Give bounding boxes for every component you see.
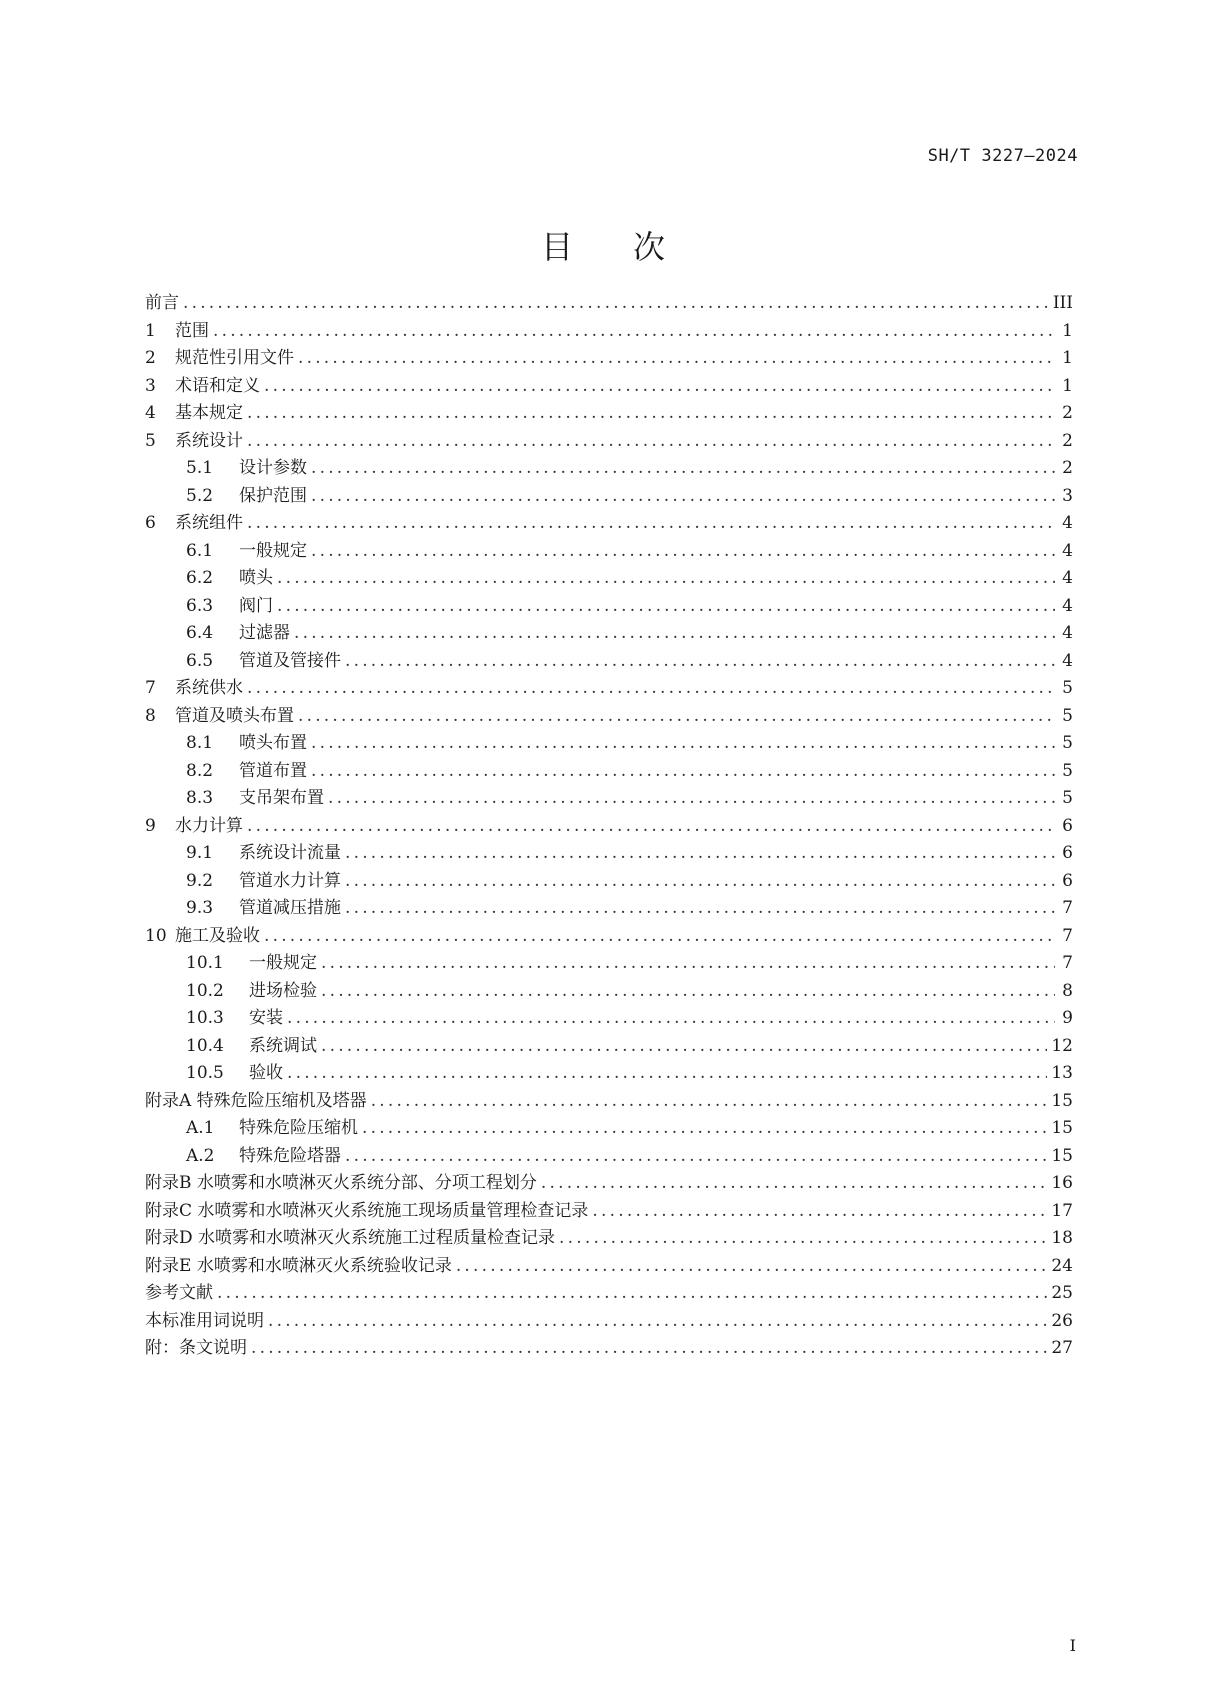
toc-entry-number: 5.1 [186, 458, 214, 478]
toc-entry-number: A.1 [186, 1118, 215, 1138]
toc-entry-number: 10.3 [186, 1008, 224, 1028]
toc-entry-label: 管道及管接件 [239, 650, 341, 671]
toc-leader-dots [268, 1308, 1047, 1336]
toc-entry-number: 6 [145, 513, 156, 533]
toc-entry-number: 10.5 [186, 1063, 224, 1083]
toc-entry-label: 前言 [145, 293, 179, 313]
toc-entry-page: 5 [1062, 705, 1073, 726]
toc-entry-label: 一般规定 [239, 540, 307, 561]
toc-entry-number: 8.3 [186, 788, 214, 808]
toc-leader-dots [213, 318, 1055, 346]
toc-entry-number: 8.2 [186, 760, 214, 781]
toc-entry-page: 7 [1062, 898, 1073, 918]
toc-leader-dots [217, 1280, 1047, 1308]
toc-leader-dots [247, 428, 1055, 456]
toc-entry[interactable] [145, 620, 1073, 648]
toc-entry-page: 7 [1062, 953, 1073, 973]
toc-entry-page: III [1052, 293, 1073, 313]
toc-entry-page: 5 [1062, 678, 1073, 698]
toc-entry-number: 5.2 [186, 485, 214, 506]
toc-entry[interactable] [145, 978, 1073, 1006]
toc-entry[interactable] [145, 1198, 1073, 1226]
toc-entry-label: 一般规定 [249, 953, 317, 973]
toc-leader-dots [321, 1033, 1047, 1061]
toc-entry[interactable] [145, 730, 1073, 758]
toc-leader-dots [277, 593, 1055, 621]
toc-entry[interactable] [145, 785, 1073, 813]
toc-entry-number: 6.1 [186, 540, 214, 561]
toc-leader-dots [456, 1253, 1048, 1281]
toc-entry[interactable] [145, 400, 1073, 428]
toc-entry[interactable] [145, 1253, 1073, 1281]
toc-entry-number: 4 [145, 403, 156, 423]
toc-entry-number: 8.1 [186, 733, 214, 753]
toc-entry-label: 阀门 [239, 595, 273, 616]
toc-entry-page: 26 [1051, 1310, 1073, 1331]
toc-entry[interactable] [145, 1005, 1073, 1033]
toc-entry-number: 2 [145, 348, 156, 368]
toc-entry[interactable] [145, 1088, 1073, 1116]
toc-entry-page: 4 [1062, 595, 1073, 616]
toc-entry-label: 术语和定义 [175, 375, 260, 396]
toc-entry-label: 管道布置 [239, 760, 307, 781]
toc-entry-page: 1 [1062, 320, 1073, 341]
toc-entry[interactable] [145, 1335, 1073, 1363]
toc-entry-page: 5 [1062, 760, 1073, 781]
toc-leader-dots [345, 868, 1055, 896]
toc-leader-dots [264, 373, 1055, 401]
toc-title-char-1: 目 [540, 228, 575, 266]
toc-leader-dots [541, 1170, 1047, 1198]
toc-leader-dots [277, 565, 1055, 593]
toc-entry[interactable] [145, 950, 1073, 978]
toc-entry-page: 2 [1062, 458, 1073, 478]
toc-leader-dots [264, 923, 1055, 951]
toc-entry[interactable] [145, 1170, 1073, 1198]
toc-entry[interactable] [145, 813, 1073, 841]
toc-leader-dots [345, 1143, 1047, 1171]
toc-entry-page: 4 [1062, 623, 1073, 643]
toc-entry-label: 过滤器 [239, 623, 290, 643]
toc-leader-dots [251, 1335, 1047, 1363]
toc-entry-label: 管道及喷头布置 [175, 705, 294, 726]
toc-entry-page: 6 [1062, 815, 1073, 836]
toc-leader-dots [247, 400, 1055, 428]
toc-entry-page: 9 [1062, 1008, 1073, 1028]
toc-entry-label: 保护范围 [239, 485, 307, 506]
toc-leader-dots [321, 978, 1055, 1006]
toc-entry-page: 4 [1062, 540, 1073, 561]
toc-entry-number: A.2 [186, 1145, 215, 1166]
toc-entry-label: 附：条文说明 [145, 1338, 247, 1358]
toc-entry[interactable] [145, 1225, 1073, 1253]
toc-leader-dots [311, 538, 1055, 566]
toc-entry-label: 附录A 特殊危险压缩机及塔器 [145, 1090, 367, 1111]
toc-entry-number: 6.2 [186, 568, 214, 588]
toc-entry-label: 系统组件 [175, 513, 243, 533]
toc-entry[interactable] [145, 1033, 1073, 1061]
toc-entry-label: 附录D 水喷雾和水喷淋灭火系统施工过程质量检查记录 [145, 1228, 556, 1248]
toc-entry-label: 喷头 [239, 568, 273, 588]
toc-leader-dots [247, 675, 1055, 703]
toc-entry-number: 6.5 [186, 650, 214, 671]
toc-entry[interactable] [145, 1115, 1073, 1143]
toc-entry-label: 特殊危险塔器 [239, 1145, 341, 1166]
toc-entry[interactable] [145, 483, 1073, 511]
table-of-contents [145, 290, 1073, 1363]
toc-entry-page: 6 [1062, 843, 1073, 863]
toc-entry[interactable] [145, 923, 1073, 951]
toc-entry-number: 10.4 [186, 1035, 224, 1056]
toc-entry-number: 10 [145, 925, 167, 946]
toc-entry-label: 附录B 水喷雾和水喷淋灭火系统分部、分项工程划分 [145, 1173, 537, 1193]
toc-entry-page: 2 [1062, 403, 1073, 423]
toc-entry-page: 15 [1051, 1118, 1073, 1138]
toc-entry-page: 16 [1051, 1173, 1073, 1193]
toc-leader-dots [345, 840, 1055, 868]
toc-entry-page: 8 [1062, 980, 1073, 1001]
toc-entry-label: 系统设计 [175, 430, 243, 451]
toc-entry-number: 1 [145, 320, 156, 341]
toc-entry-page: 5 [1062, 733, 1073, 753]
toc-entry-label: 系统供水 [175, 678, 243, 698]
toc-leader-dots [559, 1225, 1047, 1253]
toc-leader-dots [311, 455, 1055, 483]
toc-entry-number: 9.2 [186, 870, 214, 891]
toc-entry-label: 特殊危险压缩机 [239, 1118, 358, 1138]
toc-entry-page: 2 [1062, 430, 1073, 451]
toc-entry[interactable] [145, 648, 1073, 676]
toc-leader-dots [311, 758, 1055, 786]
toc-entry-label: 支吊架布置 [239, 788, 324, 808]
toc-leader-dots [362, 1115, 1047, 1143]
toc-entry-number: 8 [145, 705, 156, 726]
toc-leader-dots [298, 345, 1055, 373]
toc-entry[interactable] [145, 345, 1073, 373]
toc-leader-dots [294, 620, 1055, 648]
toc-entry-label: 喷头布置 [239, 733, 307, 753]
toc-entry-page: 1 [1062, 375, 1073, 396]
toc-entry[interactable] [145, 455, 1073, 483]
toc-leader-dots [247, 813, 1055, 841]
toc-entry[interactable] [145, 290, 1073, 318]
toc-entry-page: 4 [1062, 568, 1073, 588]
toc-leader-dots [298, 703, 1055, 731]
toc-entry-label: 管道减压措施 [239, 898, 341, 918]
toc-leader-dots [328, 785, 1055, 813]
standard-code: SH/T 3227—2024 [927, 146, 1078, 166]
toc-entry-label: 系统设计流量 [239, 843, 341, 863]
toc-entry[interactable] [145, 510, 1073, 538]
toc-entry-label: 系统调试 [249, 1035, 317, 1056]
toc-entry-number: 9.3 [186, 898, 214, 918]
toc-entry[interactable] [145, 895, 1073, 923]
toc-entry[interactable] [145, 1143, 1073, 1171]
toc-entry[interactable] [145, 565, 1073, 593]
toc-entry[interactable] [145, 593, 1073, 621]
toc-entry-label: 基本规定 [175, 403, 243, 423]
toc-entry-number: 6.4 [186, 623, 214, 643]
toc-leader-dots [183, 290, 1049, 318]
toc-entry-page: 15 [1051, 1090, 1073, 1111]
toc-entry-page: 12 [1051, 1035, 1073, 1056]
toc-entry[interactable] [145, 1308, 1073, 1336]
toc-entry-page: 5 [1062, 788, 1073, 808]
toc-leader-dots [345, 648, 1055, 676]
toc-entry-label: 安装 [249, 1008, 283, 1028]
toc-entry-number: 6.3 [186, 595, 214, 616]
toc-entry-label: 规范性引用文件 [175, 348, 294, 368]
toc-entry[interactable] [145, 318, 1073, 346]
toc-entry[interactable] [145, 758, 1073, 786]
toc-entry-page: 6 [1062, 870, 1073, 891]
toc-title-char-2: 次 [633, 228, 668, 266]
toc-entry-page: 4 [1062, 650, 1073, 671]
toc-entry-page: 17 [1051, 1200, 1073, 1221]
toc-entry-label: 附录E 水喷雾和水喷淋灭火系统验收记录 [145, 1255, 452, 1276]
toc-entry-page: 24 [1051, 1255, 1073, 1276]
toc-entry-page: 18 [1051, 1228, 1073, 1248]
toc-entry-page: 3 [1062, 485, 1073, 506]
toc-entry-number: 10.2 [186, 980, 224, 1001]
toc-entry-page: 4 [1062, 513, 1073, 533]
toc-leader-dots [247, 510, 1055, 538]
toc-entry-page: 27 [1051, 1338, 1073, 1358]
toc-leader-dots [311, 483, 1055, 511]
toc-entry-label: 管道水力计算 [239, 870, 341, 891]
toc-entry-number: 7 [145, 678, 156, 698]
toc-entry-number: 9.1 [186, 843, 214, 863]
toc-entry-number: 9 [145, 815, 156, 836]
toc-entry-page: 25 [1051, 1283, 1073, 1303]
toc-entry-page: 1 [1062, 348, 1073, 368]
toc-entry[interactable] [145, 428, 1073, 456]
toc-entry-page: 15 [1051, 1145, 1073, 1166]
toc-entry-label: 附录C 水喷雾和水喷淋灭火系统施工现场质量管理检查记录 [145, 1200, 589, 1221]
toc-leader-dots [345, 895, 1055, 923]
toc-leader-dots [321, 950, 1055, 978]
toc-entry[interactable] [145, 538, 1073, 566]
toc-leader-dots [592, 1198, 1047, 1226]
toc-entry[interactable] [145, 1280, 1073, 1308]
toc-leader-dots [287, 1005, 1055, 1033]
toc-entry-number: 3 [145, 375, 156, 396]
page-number: I [1069, 1636, 1076, 1655]
toc-leader-dots [311, 730, 1055, 758]
toc-entry-label: 进场检验 [249, 980, 317, 1001]
toc-entry-label: 本标准用词说明 [145, 1310, 264, 1331]
toc-entry-label: 施工及验收 [175, 925, 260, 946]
toc-entry[interactable] [145, 1060, 1073, 1088]
toc-entry-number: 5 [145, 430, 156, 451]
toc-title [0, 222, 1208, 268]
toc-entry[interactable] [145, 703, 1073, 731]
toc-entry[interactable] [145, 868, 1073, 896]
toc-entry-page: 7 [1062, 925, 1073, 946]
toc-entry-page: 13 [1051, 1063, 1073, 1083]
toc-entry[interactable] [145, 675, 1073, 703]
toc-entry[interactable] [145, 373, 1073, 401]
toc-entry-label: 设计参数 [239, 458, 307, 478]
toc-entry-number: 10.1 [186, 953, 224, 973]
toc-entry-label: 参考文献 [145, 1283, 213, 1303]
toc-entry-label: 水力计算 [175, 815, 243, 836]
toc-entry[interactable] [145, 840, 1073, 868]
toc-entry-label: 验收 [249, 1063, 283, 1083]
toc-leader-dots [287, 1060, 1047, 1088]
toc-leader-dots [371, 1088, 1048, 1116]
toc-entry-label: 范围 [175, 320, 209, 341]
